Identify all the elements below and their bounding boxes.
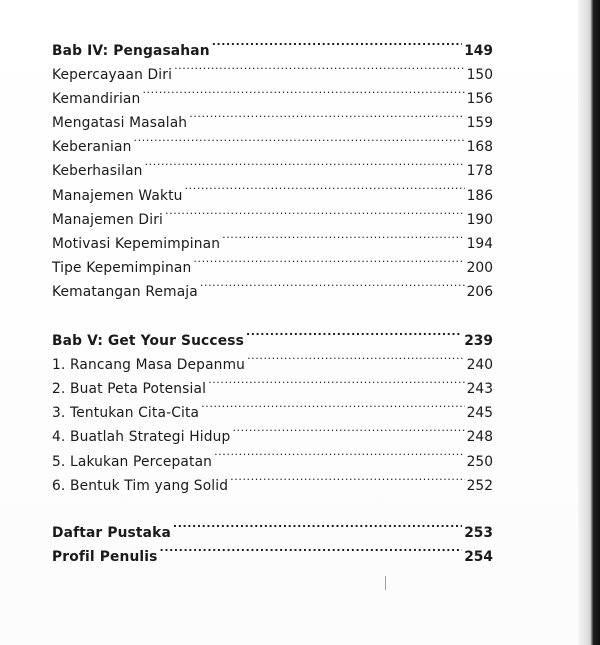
toc-backmatter-entry <box>52 545 493 569</box>
dot-leader <box>201 402 465 414</box>
dot-leader <box>208 378 465 390</box>
toc-page-number: 248 <box>466 429 493 446</box>
toc-entry-title: Manajemen Diri <box>52 211 163 228</box>
toc-page-number: 243 <box>466 381 493 398</box>
toc-page-number: 159 <box>466 115 493 132</box>
toc-entry-title: 4. Buatlah Strategi Hidup <box>52 429 231 446</box>
dot-leader <box>185 185 465 197</box>
toc-entry <box>52 87 493 111</box>
toc-entry-title: Kepercayaan Diri <box>52 67 173 84</box>
dot-leader <box>145 160 465 172</box>
toc-entry <box>52 232 493 256</box>
toc-entry <box>52 377 493 401</box>
dot-leader <box>200 281 465 293</box>
toc-page-number: 252 <box>466 477 493 494</box>
toc-chapter-heading <box>52 39 493 63</box>
toc-page-number: 200 <box>466 259 493 276</box>
toc-page-number: 168 <box>466 139 493 156</box>
dot-leader <box>230 475 464 487</box>
toc-entry <box>52 135 493 159</box>
toc-entry <box>52 474 493 498</box>
dot-leader <box>189 112 464 124</box>
toc-entry <box>52 425 493 449</box>
toc-entry-title: Keberanian <box>52 139 132 156</box>
dot-leader <box>246 330 462 342</box>
toc-entry <box>52 111 493 135</box>
dot-leader <box>173 522 462 534</box>
toc-entry <box>52 450 493 474</box>
toc-page-number: 239 <box>464 333 493 350</box>
toc-entry <box>52 184 493 208</box>
toc-page-number: 245 <box>466 405 493 422</box>
dot-leader <box>134 136 465 148</box>
print-mark <box>385 576 386 590</box>
toc-entry-title: Daftar Pustaka <box>52 524 171 541</box>
toc-entry-title: Tipe Kepemimpinan <box>52 259 192 276</box>
toc-page-number: 190 <box>466 211 493 228</box>
dot-leader <box>214 451 465 463</box>
section-spacer <box>52 498 493 521</box>
toc-page-number: 254 <box>464 548 493 565</box>
toc-entry <box>52 280 493 304</box>
toc-entry-title: 2. Buat Peta Potensial <box>52 381 207 398</box>
toc-entry <box>52 353 493 377</box>
toc-entry-title: Kemandirian <box>52 91 141 108</box>
toc-entry-title: Profil Penulis <box>52 548 158 565</box>
toc-entry-title: 6. Bentuk Tim yang Solid <box>52 477 229 494</box>
toc-entry <box>52 63 493 87</box>
toc-entry-title: 5. Lakukan Percepatan <box>52 453 213 470</box>
toc-page-number: 194 <box>466 235 493 252</box>
dot-leader <box>222 233 465 245</box>
toc-entry <box>52 159 493 183</box>
dot-leader <box>165 209 465 221</box>
toc-page-number: 206 <box>466 283 493 300</box>
dot-leader <box>160 546 463 558</box>
toc-page-number: 150 <box>466 67 493 84</box>
toc-entry-title: Kematangan Remaja <box>52 283 198 300</box>
toc-chapter-heading <box>52 329 493 353</box>
toc-page-number: 250 <box>466 453 493 470</box>
toc-entry-title: Bab V: Get Your Success <box>52 333 244 350</box>
dot-leader <box>174 64 465 76</box>
toc-page-number: 178 <box>466 163 493 180</box>
section-spacer <box>52 304 493 329</box>
toc-entry-title: Mengatasi Masalah <box>52 115 188 132</box>
toc-page-number: 156 <box>466 91 493 108</box>
toc-entry <box>52 401 493 425</box>
toc-page-number: 149 <box>464 43 493 59</box>
dot-leader <box>142 88 464 100</box>
toc-entry-title: Manajemen Waktu <box>52 187 183 204</box>
table-of-contents <box>52 39 493 569</box>
toc-entry-title: Motivasi Kepemimpinan <box>52 235 221 252</box>
toc-entry-title: Bab IV: Pengasahan <box>52 43 210 59</box>
dot-leader <box>232 426 464 438</box>
dot-leader <box>247 354 465 366</box>
toc-entry <box>52 208 493 232</box>
toc-entry-title: 3. Tentukan Cita-Cita <box>52 405 200 422</box>
toc-backmatter-entry <box>52 521 493 545</box>
page-edge-shadow <box>578 0 600 645</box>
toc-page-number: 240 <box>466 357 493 374</box>
toc-entry-title: Keberhasilan <box>52 163 143 180</box>
dot-leader <box>193 257 464 269</box>
dot-leader <box>212 40 463 52</box>
toc-page-number: 186 <box>466 187 493 204</box>
toc-page-number: 253 <box>464 524 493 541</box>
toc-entry <box>52 256 493 280</box>
toc-entry-title: 1. Rancang Masa Depanmu <box>52 357 246 374</box>
